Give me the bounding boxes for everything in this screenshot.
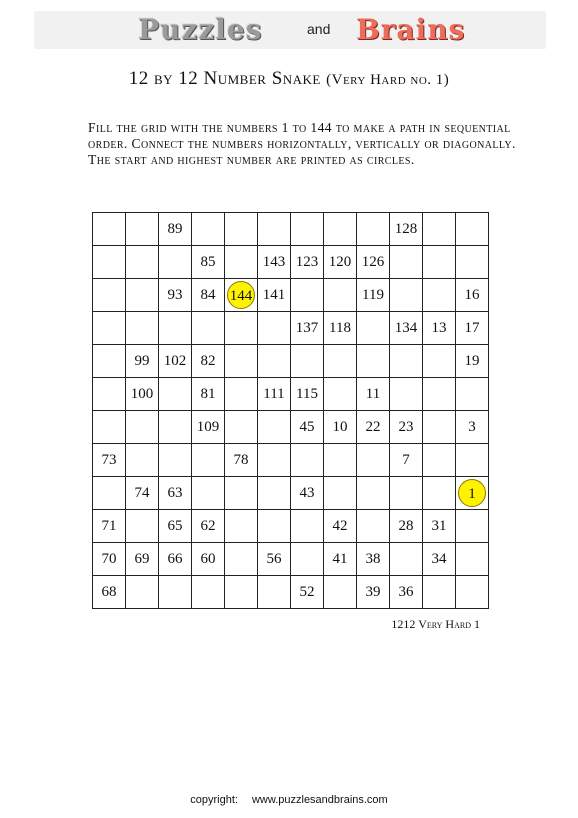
grid-cell: 73 xyxy=(93,444,126,477)
grid-cell[interactable] xyxy=(225,378,258,411)
title-main: 12 by 12 Number Snake xyxy=(128,68,321,89)
grid-row xyxy=(93,378,489,411)
grid-cell[interactable] xyxy=(225,576,258,609)
grid-cell: 45 xyxy=(291,411,324,444)
grid-cell[interactable] xyxy=(93,411,126,444)
grid-cell[interactable] xyxy=(258,510,291,543)
grid-cell[interactable] xyxy=(159,246,192,279)
grid-row xyxy=(93,213,489,246)
instruction-line: The start and highest number are printed as circles. xyxy=(88,152,415,167)
grid-cell[interactable] xyxy=(126,279,159,312)
grid-cell: 84 xyxy=(192,279,225,312)
grid-cell[interactable] xyxy=(159,411,192,444)
grid-row xyxy=(93,510,489,543)
grid-cell[interactable] xyxy=(390,543,423,576)
grid-cell[interactable] xyxy=(93,213,126,246)
grid-cell: 134 xyxy=(390,312,423,345)
grid-cell[interactable] xyxy=(423,345,456,378)
grid-cell[interactable] xyxy=(93,279,126,312)
grid-cell[interactable] xyxy=(357,312,390,345)
grid-cell: 118 xyxy=(324,312,357,345)
grid-cell[interactable] xyxy=(225,477,258,510)
brand-logo-puzzles: Puzzles xyxy=(138,13,263,46)
grid-cell[interactable] xyxy=(159,576,192,609)
grid-cell[interactable] xyxy=(93,246,126,279)
grid-cell[interactable] xyxy=(423,411,456,444)
grid-cell[interactable] xyxy=(324,378,357,411)
grid-cell: 71 xyxy=(93,510,126,543)
grid-cell[interactable] xyxy=(291,444,324,477)
grid-cell: 115 xyxy=(291,378,324,411)
grid-cell[interactable] xyxy=(159,378,192,411)
grid-cell[interactable] xyxy=(423,444,456,477)
grid-cell: 63 xyxy=(159,477,192,510)
brand-logo-and: and xyxy=(307,21,331,37)
grid-cell: 36 xyxy=(390,576,423,609)
grid-cell[interactable] xyxy=(258,576,291,609)
grid-cell: 16 xyxy=(456,279,489,312)
grid-cell[interactable] xyxy=(126,411,159,444)
grid-cell: 119 xyxy=(357,279,390,312)
grid-cell[interactable] xyxy=(225,510,258,543)
grid-cell: 99 xyxy=(126,345,159,378)
grid-cell: 126 xyxy=(357,246,390,279)
grid-cell[interactable] xyxy=(357,510,390,543)
grid-cell[interactable] xyxy=(423,246,456,279)
grid-cell[interactable] xyxy=(390,246,423,279)
grid-cell[interactable] xyxy=(390,477,423,510)
grid-cell: 60 xyxy=(192,543,225,576)
copyright-url[interactable]: www.puzzlesandbrains.com xyxy=(251,794,388,806)
grid-cell[interactable] xyxy=(390,345,423,378)
grid-cell: 82 xyxy=(192,345,225,378)
grid-cell[interactable] xyxy=(192,444,225,477)
grid-cell[interactable] xyxy=(357,477,390,510)
grid-row xyxy=(93,345,489,378)
page-title xyxy=(0,68,578,90)
instruction-line: Fill the grid with the numbers 1 to 144 to make a path in sequential xyxy=(88,120,511,135)
grid-cell: 78 xyxy=(225,444,258,477)
grid-cell[interactable] xyxy=(456,576,489,609)
grid-cell: 56 xyxy=(258,543,291,576)
grid-cell[interactable] xyxy=(225,345,258,378)
grid-cell[interactable] xyxy=(225,213,258,246)
grid-cell[interactable] xyxy=(258,477,291,510)
grid-cell[interactable] xyxy=(324,576,357,609)
grid-cell[interactable] xyxy=(291,279,324,312)
grid-cell[interactable] xyxy=(357,213,390,246)
grid-row xyxy=(93,543,489,576)
grid-cell: 62 xyxy=(192,510,225,543)
grid-cell: 22 xyxy=(357,411,390,444)
grid-cell[interactable] xyxy=(456,246,489,279)
grid-cell[interactable] xyxy=(126,576,159,609)
grid-cell: 81 xyxy=(192,378,225,411)
grid-cell[interactable] xyxy=(258,345,291,378)
grid-cell[interactable] xyxy=(456,213,489,246)
grid-row xyxy=(93,411,489,444)
grid-cell[interactable] xyxy=(456,378,489,411)
grid-cell: 85 xyxy=(192,246,225,279)
brand-logo-brains: Brains xyxy=(356,13,466,46)
grid-cell: 17 xyxy=(456,312,489,345)
grid-cell[interactable] xyxy=(225,246,258,279)
copyright-label: copyright: xyxy=(190,794,238,806)
grid-cell: 3 xyxy=(456,411,489,444)
grid-cell[interactable] xyxy=(357,345,390,378)
instructions xyxy=(88,120,558,168)
grid-cell: 93 xyxy=(159,279,192,312)
grid-cell: 141 xyxy=(258,279,291,312)
grid-row xyxy=(93,279,489,312)
grid-cell[interactable] xyxy=(126,510,159,543)
grid-cell: 69 xyxy=(126,543,159,576)
grid-cell[interactable] xyxy=(192,312,225,345)
grid-cell[interactable] xyxy=(390,279,423,312)
grid-cell[interactable] xyxy=(324,444,357,477)
grid-cell: 123 xyxy=(291,246,324,279)
grid-cell: 137 xyxy=(291,312,324,345)
grid-cell[interactable] xyxy=(126,213,159,246)
grid-cell: 38 xyxy=(357,543,390,576)
grid-cell[interactable] xyxy=(225,543,258,576)
grid-cell[interactable] xyxy=(258,213,291,246)
grid-cell: 111 xyxy=(258,378,291,411)
grid-cell[interactable] xyxy=(423,213,456,246)
grid-cell[interactable] xyxy=(423,279,456,312)
grid-cell: 13 xyxy=(423,312,456,345)
grid-cell[interactable] xyxy=(324,477,357,510)
grid-cell[interactable] xyxy=(159,312,192,345)
grid-cell: 31 xyxy=(423,510,456,543)
grid-cell: 128 xyxy=(390,213,423,246)
grid-cell[interactable] xyxy=(291,345,324,378)
grid-row xyxy=(93,312,489,345)
grid-cell: 74 xyxy=(126,477,159,510)
grid-cell[interactable] xyxy=(225,411,258,444)
grid-cell[interactable] xyxy=(192,477,225,510)
grid-cell[interactable] xyxy=(324,345,357,378)
puzzle-code: 1212 Very Hard 1 xyxy=(391,617,480,631)
grid-cell[interactable] xyxy=(324,279,357,312)
grid-cell[interactable] xyxy=(126,312,159,345)
grid-cell: 66 xyxy=(159,543,192,576)
grid-cell[interactable] xyxy=(456,444,489,477)
grid-cell[interactable] xyxy=(192,213,225,246)
grid-cell[interactable] xyxy=(225,312,258,345)
grid-cell[interactable] xyxy=(291,543,324,576)
grid-cell[interactable] xyxy=(192,576,225,609)
grid-cell: 11 xyxy=(357,378,390,411)
grid-cell: 120 xyxy=(324,246,357,279)
grid-cell: 70 xyxy=(93,543,126,576)
grid-cell[interactable] xyxy=(93,477,126,510)
grid-row xyxy=(93,246,489,279)
puzzle-grid xyxy=(92,212,489,609)
grid-cell[interactable] xyxy=(423,576,456,609)
grid-cell[interactable] xyxy=(258,411,291,444)
grid-cell[interactable] xyxy=(423,378,456,411)
grid-cell: 28 xyxy=(390,510,423,543)
grid-cell[interactable] xyxy=(456,510,489,543)
grid-cell[interactable] xyxy=(423,477,456,510)
grid-cell: 65 xyxy=(159,510,192,543)
grid-cell[interactable] xyxy=(357,444,390,477)
grid-cell[interactable] xyxy=(126,246,159,279)
grid-cell: 7 xyxy=(390,444,423,477)
grid-cell[interactable] xyxy=(390,378,423,411)
brand-banner xyxy=(34,11,546,49)
grid-cell[interactable] xyxy=(456,543,489,576)
grid-row xyxy=(93,576,489,609)
grid-cell xyxy=(456,477,489,510)
grid-cell[interactable] xyxy=(93,312,126,345)
grid-cell[interactable] xyxy=(324,213,357,246)
grid-row xyxy=(93,444,489,477)
grid-cell: 52 xyxy=(291,576,324,609)
copyright-footer xyxy=(0,794,578,806)
grid-cell: 89 xyxy=(159,213,192,246)
grid-cell: 68 xyxy=(93,576,126,609)
grid-cell: 34 xyxy=(423,543,456,576)
grid-row xyxy=(93,477,489,510)
instruction-line: order. Connect the numbers horizontally, vertically or diagonally. xyxy=(88,136,516,151)
grid-cell: 19 xyxy=(456,345,489,378)
grid-cell[interactable] xyxy=(291,510,324,543)
grid-cell: 10 xyxy=(324,411,357,444)
grid-cell[interactable] xyxy=(258,312,291,345)
grid-cell: 43 xyxy=(291,477,324,510)
grid-cell: 100 xyxy=(126,378,159,411)
grid-cell: 102 xyxy=(159,345,192,378)
grid-cell: 42 xyxy=(324,510,357,543)
grid-cell[interactable] xyxy=(258,444,291,477)
grid-cell: 143 xyxy=(258,246,291,279)
grid-cell: 39 xyxy=(357,576,390,609)
grid-cell[interactable] xyxy=(159,444,192,477)
title-subtitle: (Very Hard no. 1) xyxy=(326,72,450,88)
grid-cell: 109 xyxy=(192,411,225,444)
grid-cell xyxy=(225,279,258,312)
circled-number: 1 xyxy=(458,479,486,507)
circled-number: 144 xyxy=(227,281,255,309)
grid-cell[interactable] xyxy=(93,345,126,378)
grid-cell: 41 xyxy=(324,543,357,576)
grid-cell[interactable] xyxy=(291,213,324,246)
grid-cell[interactable] xyxy=(93,378,126,411)
grid-cell[interactable] xyxy=(126,444,159,477)
grid-cell: 23 xyxy=(390,411,423,444)
